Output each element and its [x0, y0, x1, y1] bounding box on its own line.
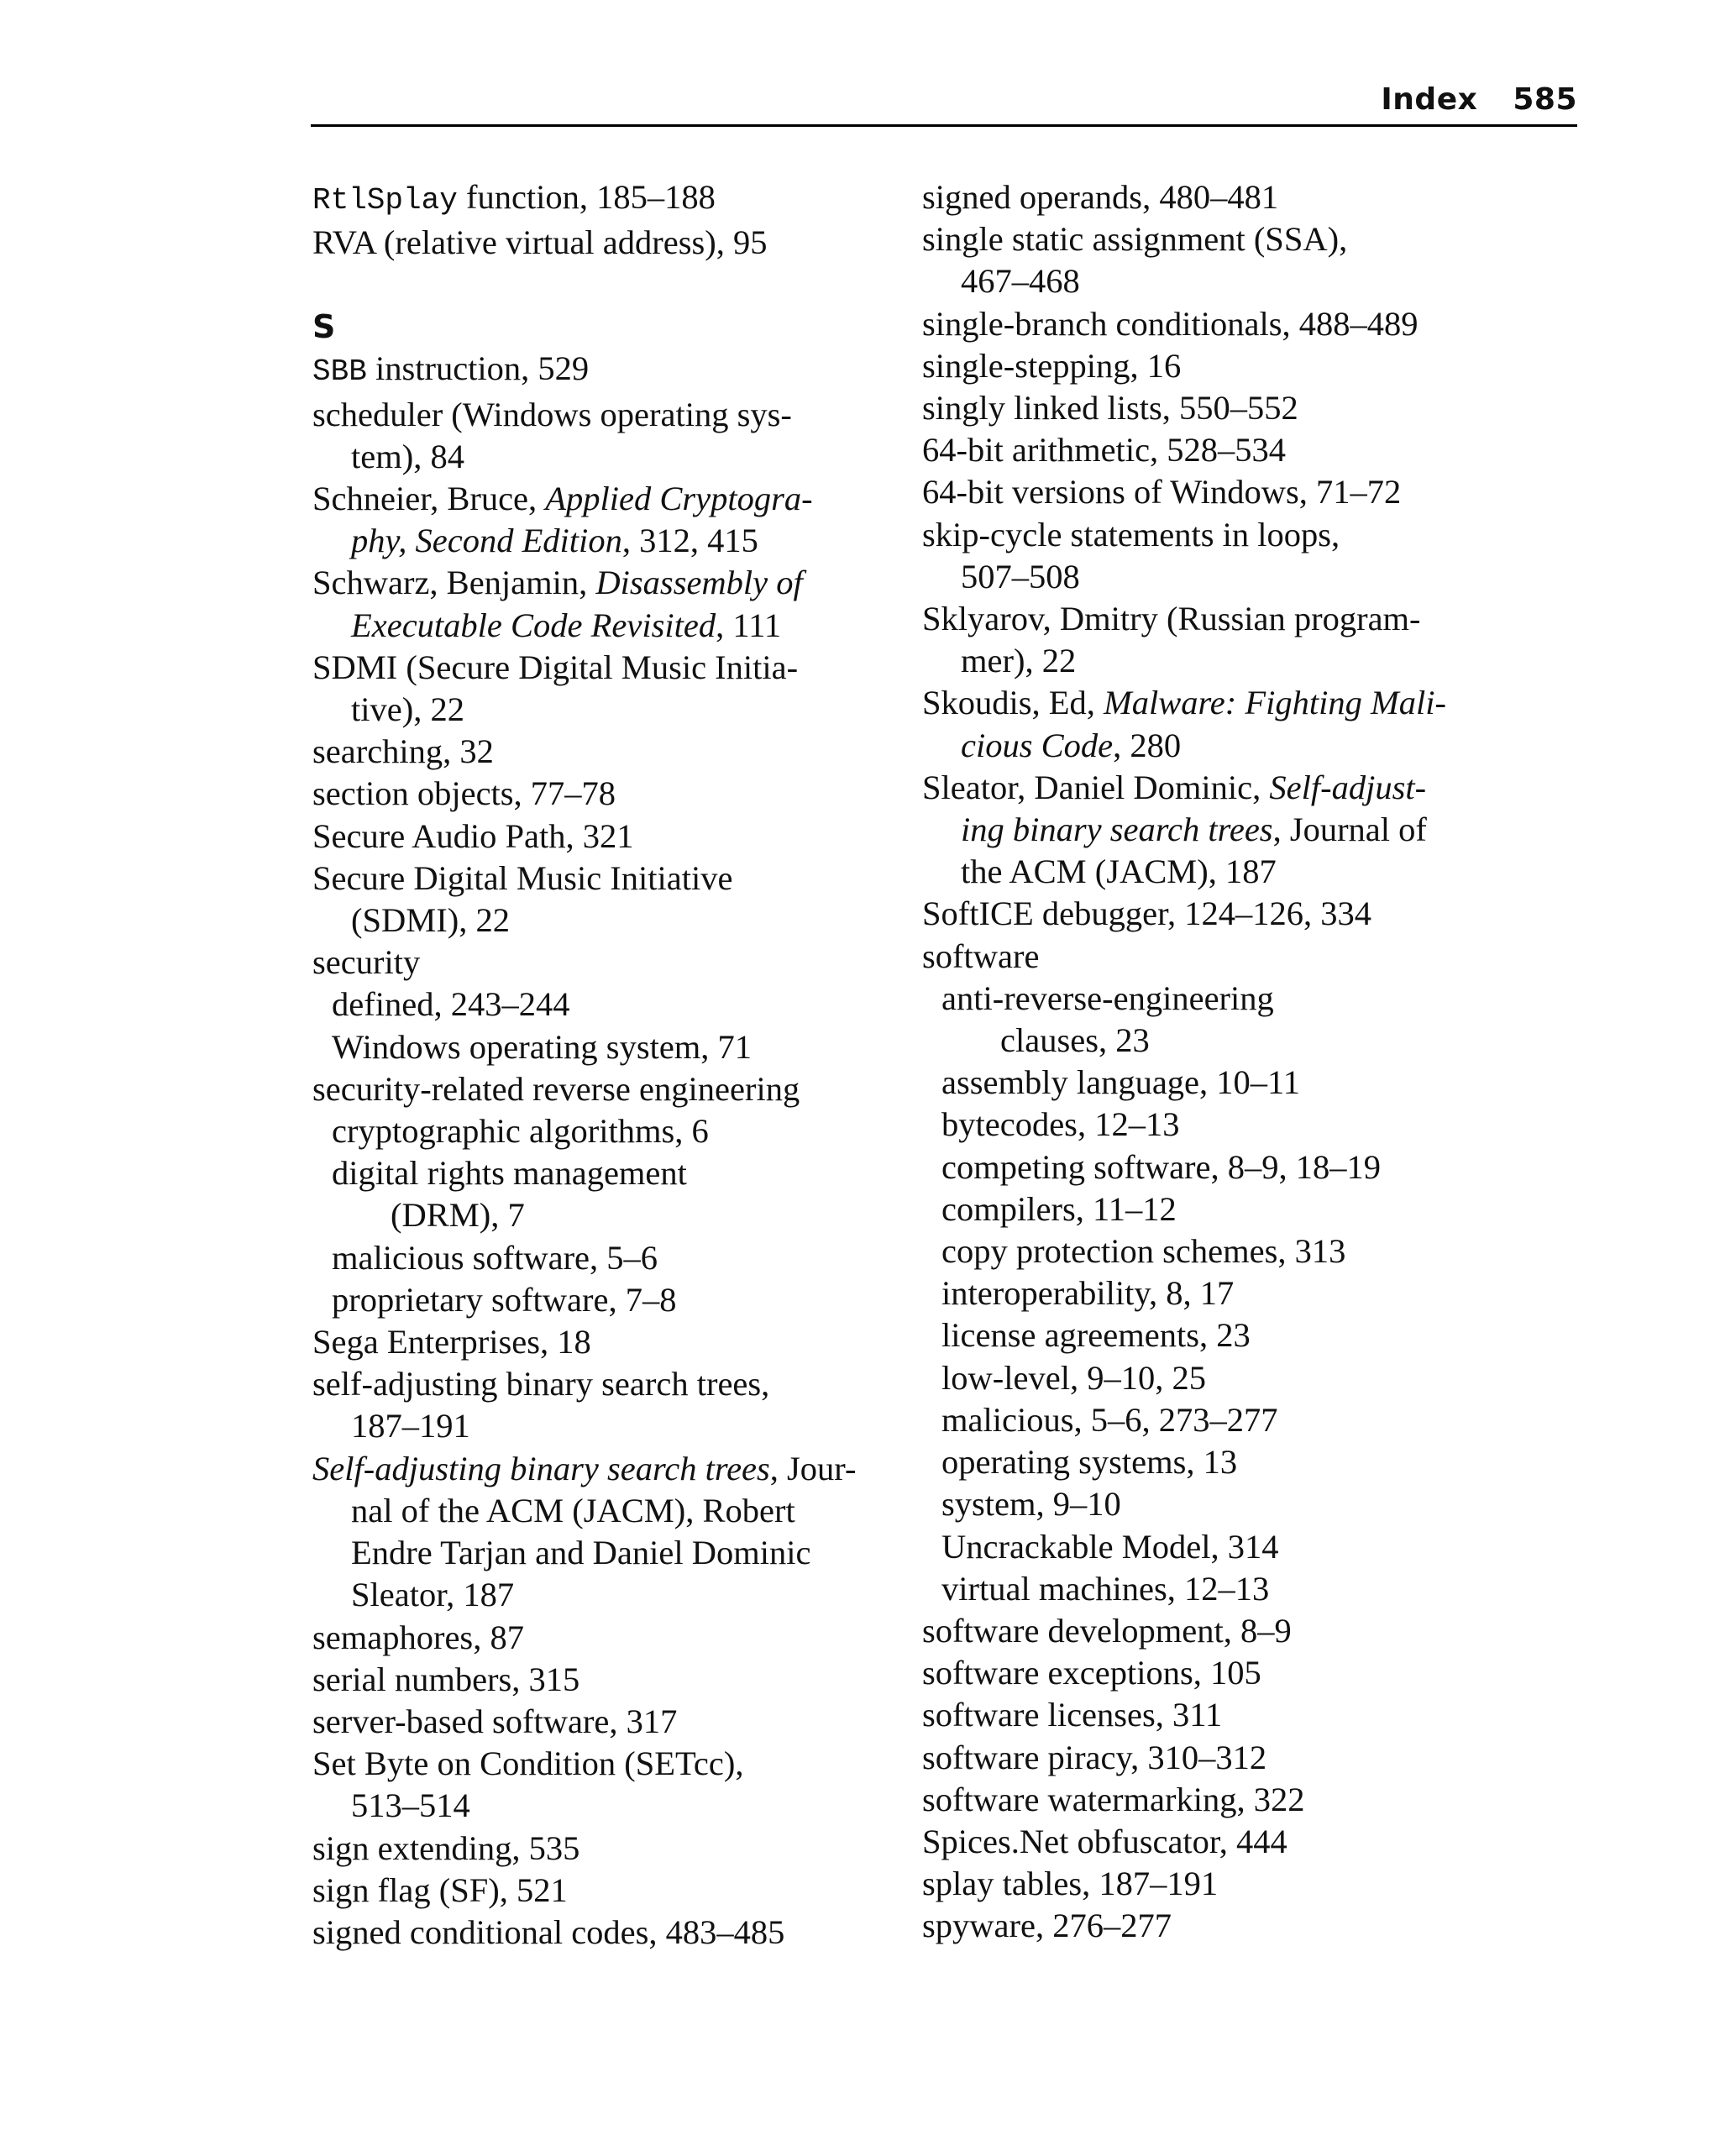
index-entry: security-related reverse engineering — [312, 1069, 800, 1108]
index-entry: RVA (relative virtual address), 95 — [312, 223, 768, 262]
index-entry: software development, 8–9 — [922, 1611, 1292, 1650]
index-entry: Set Byte on Condition (SETcc), 513–514 — [312, 1744, 744, 1825]
index-entry: single static assignment (SSA), 467–468 — [922, 220, 1348, 301]
index-entry: single-stepping, 16 — [922, 346, 1182, 385]
index-entry: signed conditional codes, 483–485 — [312, 1912, 785, 1951]
index-entry: searching, 32 — [312, 732, 494, 771]
index-entry: Schwarz, Benjamin, Disassembly of Executable Code Revisited, 111 — [312, 564, 803, 644]
index-subentry: anti-reverse-engineering clauses, 23 — [941, 978, 1274, 1060]
index-entry: singly linked lists, 550–552 — [922, 389, 1298, 428]
index-entry: SBB instruction, 529 — [312, 349, 590, 390]
index-entry: RtlSplay function, 185–188 — [312, 178, 716, 218]
index-subentry: bytecodes, 12–13 — [941, 1105, 1180, 1144]
index-subentry: proprietary software, 7–8 — [332, 1280, 677, 1319]
index-subentry: operating systems, 13 — [941, 1443, 1238, 1482]
index-subentry: virtual machines, 12–13 — [941, 1569, 1270, 1608]
index-subentry: defined, 243–244 — [332, 985, 570, 1024]
index-entry: splay tables, 187–191 — [922, 1865, 1219, 1903]
index-entry: Sleator, Daniel Dominic, Self-adjust- ing binary search trees, Journal of the ACM (JACM), 187 — [922, 768, 1427, 891]
index-entry: security — [312, 943, 421, 982]
index-entry: software piracy, 310–312 — [922, 1738, 1267, 1776]
index-subentry: competing software, 8–9, 18–19 — [941, 1147, 1382, 1186]
index-entry: sign extending, 535 — [312, 1828, 580, 1867]
index-entry: Self-adjusting binary search trees, Jour- nal of the ACM (JACM), Robert Endre Tarjan and Daniel Dominic Sleator, 187 — [312, 1449, 857, 1614]
index-entry: spyware, 276–277 — [922, 1907, 1172, 1945]
section-letter-heading: S — [312, 308, 336, 346]
header-section-title: Index — [1381, 82, 1478, 117]
index-entry: Sega Enterprises, 18 — [312, 1323, 591, 1361]
index-subentry: Uncrackable Model, 314 — [941, 1527, 1279, 1566]
index-subentry: interoperability, 8, 17 — [941, 1274, 1235, 1313]
index-entry: signed operands, 480–481 — [922, 178, 1279, 216]
index-entry: serial numbers, 315 — [312, 1660, 580, 1698]
index-entry: Sklyarov, Dmitry (Russian program- mer), 22 — [922, 600, 1421, 680]
index-entry: self-adjusting binary search trees, 187–191 — [312, 1365, 770, 1445]
index-subentry: compilers, 11–12 — [941, 1189, 1177, 1228]
index-entry: software watermarking, 322 — [922, 1780, 1305, 1818]
index-subentry: digital rights management (DRM), 7 — [332, 1154, 687, 1235]
index-entry: semaphores, 87 — [312, 1618, 524, 1656]
running-header — [311, 81, 1577, 127]
index-subentry: system, 9–10 — [941, 1485, 1121, 1524]
index-entry: scheduler (Windows operating sys- tem), 84 — [312, 395, 792, 475]
index-entry: SoftICE debugger, 124–126, 334 — [922, 894, 1371, 933]
index-entry: Skoudis, Ed, Malware: Fighting Mali- cious Code, 280 — [922, 684, 1446, 764]
index-column-left — [312, 176, 892, 1954]
header-text — [1381, 82, 1577, 117]
index-subentry: copy protection schemes, 313 — [941, 1232, 1346, 1271]
index-entry: single-branch conditionals, 488–489 — [922, 304, 1418, 343]
index-subentry: license agreements, 23 — [941, 1316, 1251, 1355]
index-entry: section objects, 77–78 — [312, 774, 616, 813]
index-subentry: cryptographic algorithms, 6 — [332, 1112, 709, 1151]
index-entry: software licenses, 311 — [922, 1696, 1223, 1734]
index-subentry: malicious software, 5–6 — [332, 1238, 658, 1277]
index-entry: skip-cycle statements in loops, 507–508 — [922, 515, 1340, 595]
index-entry: sign flag (SF), 521 — [312, 1870, 568, 1909]
index-column-right — [922, 176, 1577, 1948]
index-entry: 64-bit arithmetic, 528–534 — [922, 431, 1287, 469]
index-subentry: Windows operating system, 71 — [332, 1027, 752, 1066]
index-subentry: malicious, 5–6, 273–277 — [941, 1400, 1278, 1439]
index-subentry: low-level, 9–10, 25 — [941, 1358, 1206, 1397]
index-entry: software — [922, 936, 1040, 975]
index-entry: Secure Audio Path, 321 — [312, 816, 634, 855]
index-entry: Schneier, Bruce, Applied Cryptogra- phy, Second Edition, 312, 415 — [312, 480, 813, 560]
index-entry: SDMI (Secure Digital Music Initia- tive), 22 — [312, 648, 799, 729]
index-subentry: assembly language, 10–11 — [941, 1063, 1301, 1102]
index-entry: Secure Digital Music Initiative (SDMI), 22 — [312, 858, 733, 940]
page-number: 585 — [1513, 82, 1577, 117]
index-entry: 64-bit versions of Windows, 71–72 — [922, 473, 1402, 511]
index-entry: Spices.Net obfuscator, 444 — [922, 1822, 1287, 1860]
index-entry: software exceptions, 105 — [922, 1654, 1261, 1692]
index-entry: server-based software, 317 — [312, 1702, 678, 1740]
